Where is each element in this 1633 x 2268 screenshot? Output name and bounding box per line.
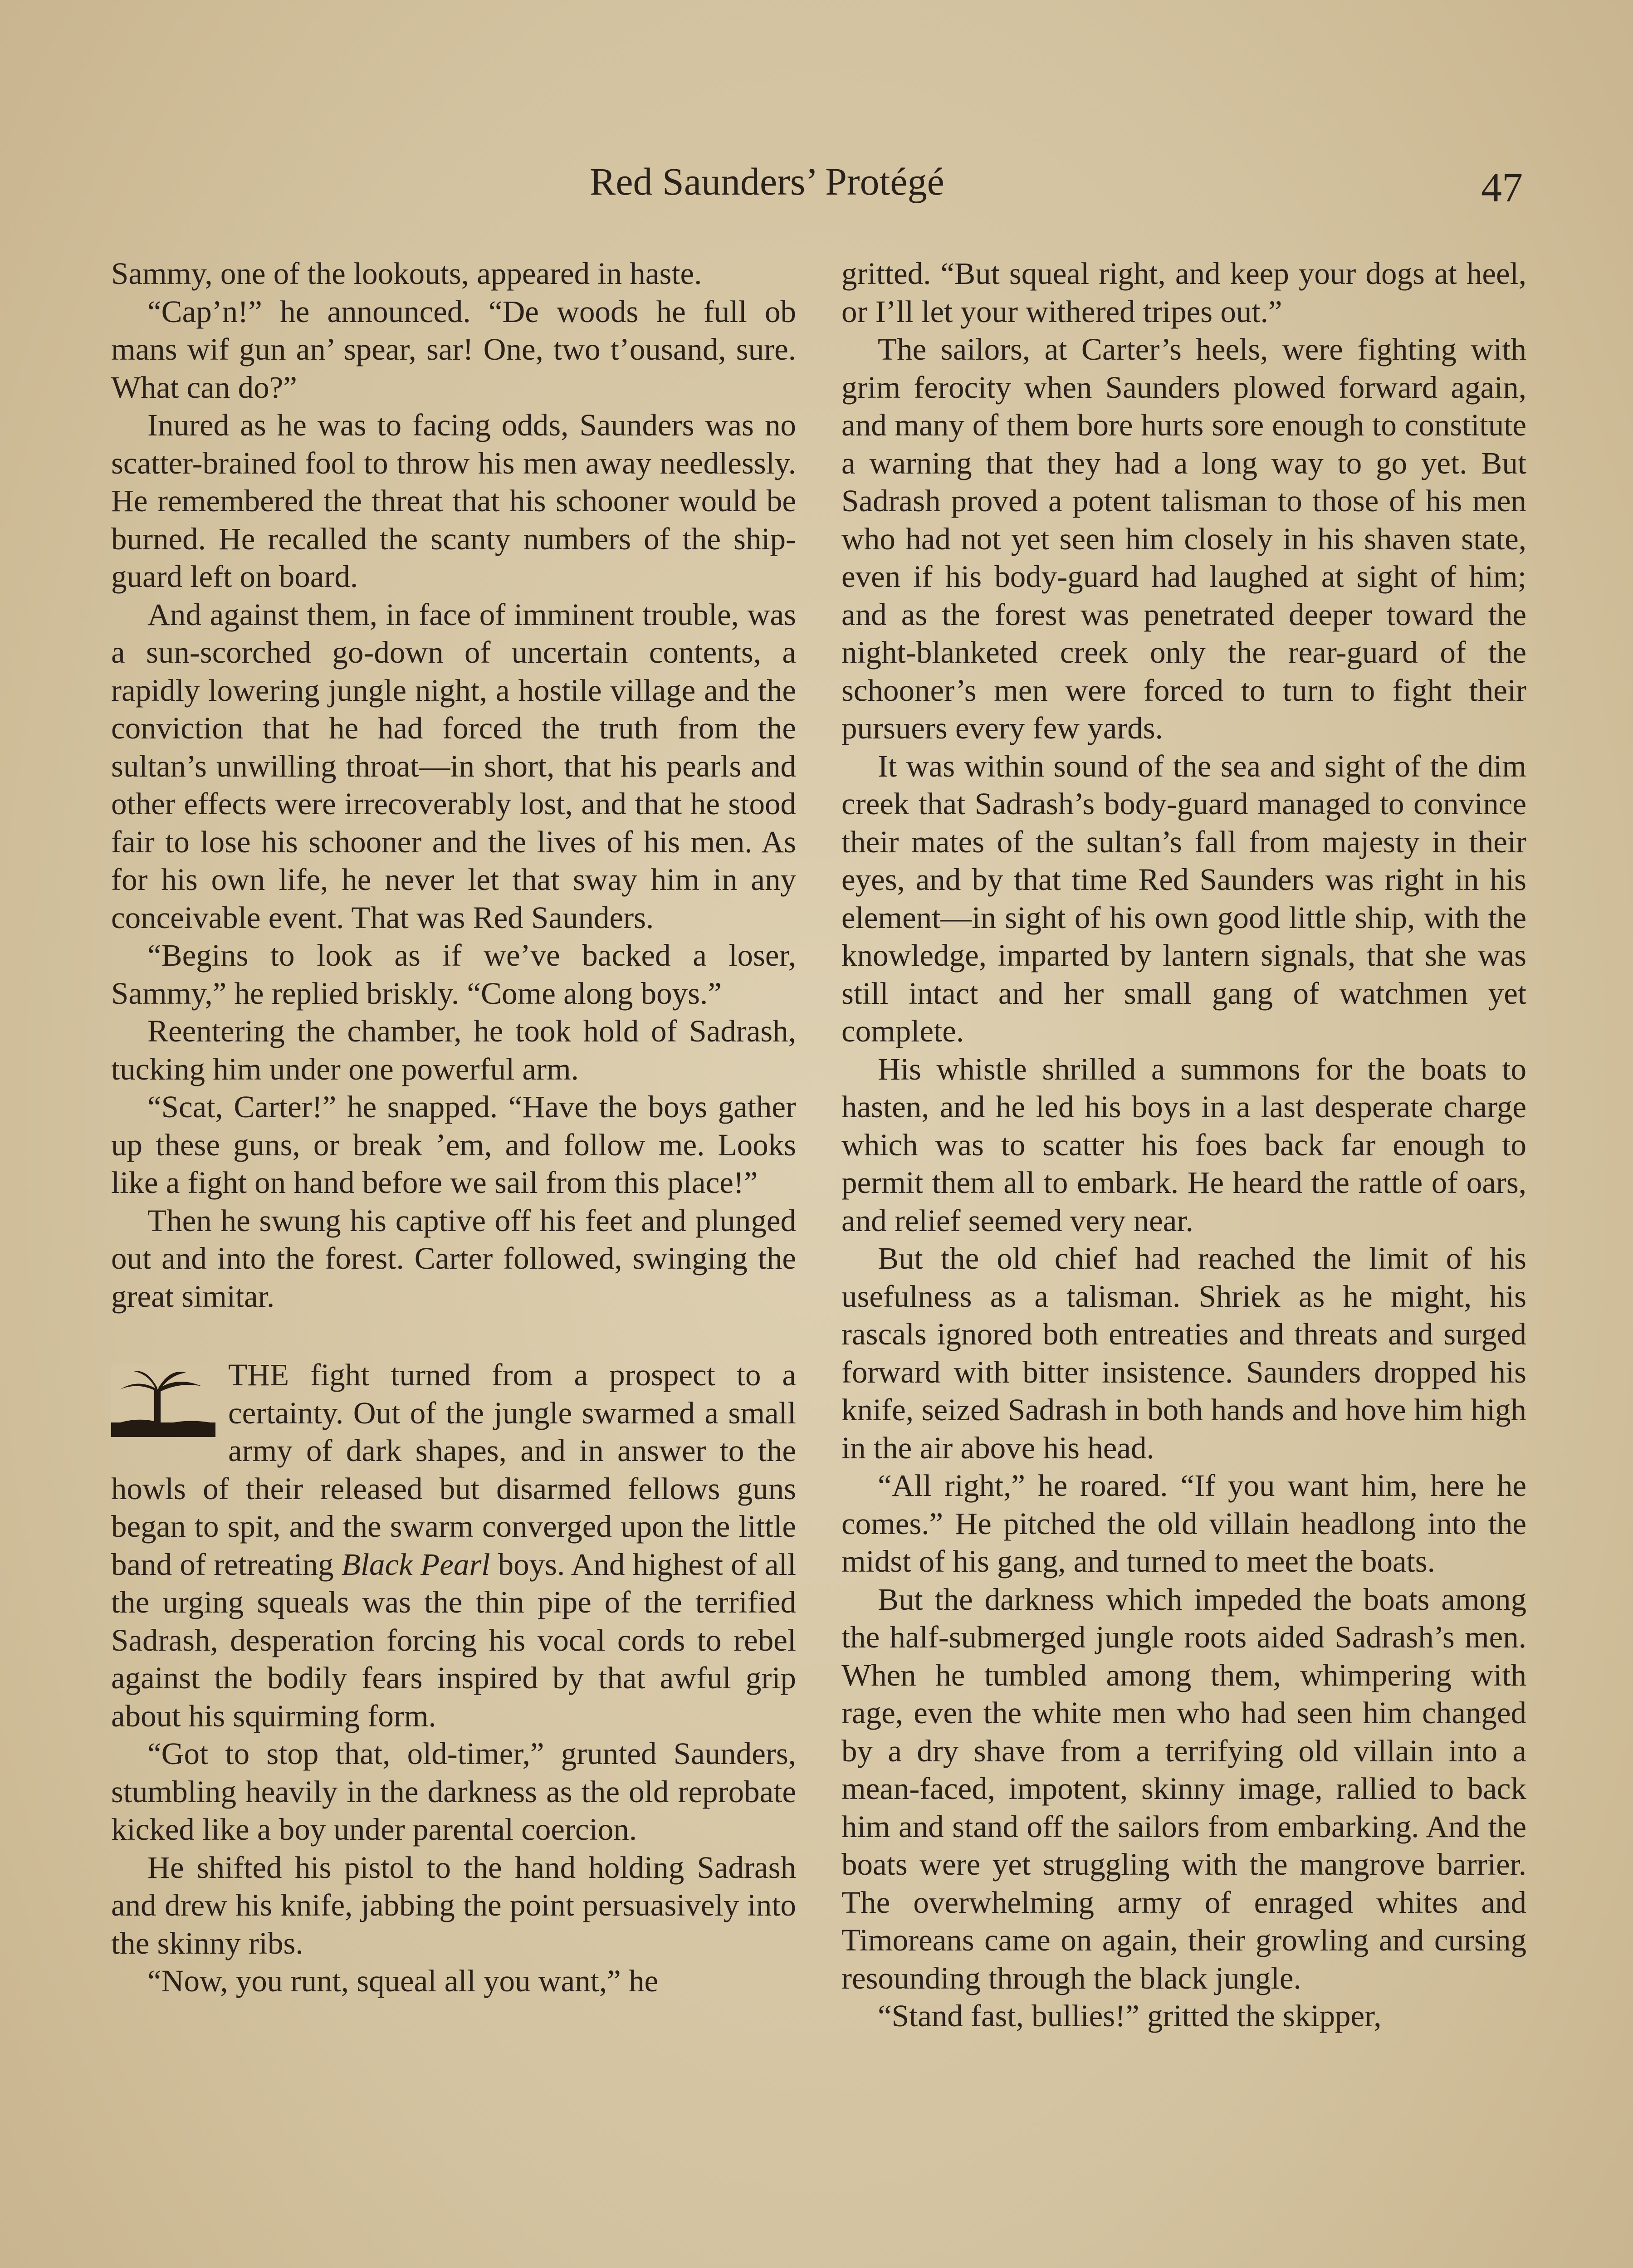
- paragraph: “All right,” he roared. “If you want him, here he comes.” He pitched the old villain headlong into the midst of his gang, and turned to meet the boats.: [841, 1468, 1526, 1579]
- right-column: [841, 255, 1526, 2035]
- palm-tree-dropcap-icon: [111, 1364, 215, 1437]
- paragraph: Reentering the chamber, he took hold of Sadrash, tucking him under one powerful arm.: [111, 1014, 796, 1086]
- left-paragraphs-after: [111, 1735, 796, 2000]
- paragraph: And against them, in face of imminent trouble, was a sun-scorched go-down of uncertain contents, a rapidly lowering jungle night, a hostile village and the conviction that he had forced the truth from the sultan’s unwilling throat—in short, that his pearls and other effects were irrecoverably lost, and that he stood fair to lose his schooner and the lives of his men. As for his own life, he never let that sway him in any conceivable event. That was Red Saunders.: [111, 597, 796, 935]
- section-paragraph: [111, 1356, 796, 1735]
- paragraph: gritted. “But squeal right, and keep your dogs at heel, or I’ll let your withered tripes out.”: [841, 256, 1526, 329]
- running-header: Red Saunders’ Protégé: [590, 160, 944, 203]
- paragraph: Then he swung his captive off his feet and plunged out and into the forest. Carter followed, swinging the great simitar.: [111, 1203, 796, 1314]
- right-paragraphs: [841, 255, 1526, 2035]
- paragraph: The sailors, at Carter’s heels, were fighting with grim ferocity when Saunders plowed forward again, and many of them bore hurts sore enough to constitute a warning that they had a long way to go yet. But Sadrash proved a potent talisman to those of his men who had not yet seen him closely in his shaven state, even if his body-guard had laughed at sight of him; and as the forest was penetrated deeper toward the night-blanketed creek only the rear-guard of the schooner’s men were forced to turn to fight their pursuers every few yards.: [841, 332, 1526, 745]
- paragraph: “Got to stop that, old-timer,” grunted Saunders, stumbling heavily in the darkness as the old reprobate kicked like a boy under parental coercion.: [111, 1736, 796, 1847]
- page-number: 47: [1481, 164, 1523, 210]
- paragraph: “Begins to look as if we’ve backed a loser, Sammy,” he replied briskly. “Come along boys.”: [111, 938, 796, 1011]
- paragraph: But the darkness which impeded the boats among the half-submerged jungle roots aided Sadrash’s men. When he tumbled among them, whimpering with rage, even the white men who had seen him changed by a dry shave from a terrifying old villain into a mean-faced, impotent, skinny image, rallied to back him and stand off the sailors from embarking. And the boats were yet struggling with the mangrove barrier. The overwhelming army of enraged whites and Timoreans came on again, their growling and cursing resounding through the black jungle.: [841, 1582, 1526, 1995]
- dropcap-word: THE: [228, 1358, 289, 1392]
- left-column: [111, 255, 796, 2000]
- paragraph: “Scat, Carter!” he snapped. “Have the boys gather up these guns, or break ’em, and follow me. Looks like a fight on hand before we sail from this place!”: [111, 1090, 796, 1200]
- paragraph: “Now, you runt, squeal all you want,” he: [147, 1964, 659, 1998]
- paragraph: It was within sound of the sea and sight of the dim creek that Sadrash’s body-guard managed to convince their mates of the sultan’s fall from majesty in their eyes, and by that time Red Saunders was right in his element—in sight of his own good little ship, with the knowledge, imparted by lantern signals, that she was still intact and her small gang of watchmen yet complete.: [841, 748, 1526, 1048]
- left-paragraphs: [111, 255, 796, 1315]
- paragraph: “Cap’n!” he announced. “De woods he full ob mans wif gun an’ spear, sar! One, two t’ousand, sure. What can do?”: [111, 294, 796, 405]
- paragraph: Sammy, one of the lookouts, appeared in haste.: [111, 256, 702, 291]
- section-text-1: fight turned from a prospect to a certainty. Out of the jungle swarmed a small army of dark shapes, and in answer to the howls of their released but disarmed fellows guns began to spit, and the swarm converged upon the little band of retreating: [111, 1358, 796, 1582]
- paragraph: He shifted his pistol to the hand holding Sadrash and drew his knife, jabbing the point persuasively into the skinny ribs.: [111, 1850, 796, 1960]
- paragraph: His whistle shrilled a summons for the boats to hasten, and he led his boys in a last desperate charge which was to scatter his foes back far enough to permit them all to embark. He heard the rattle of oars, and relief seemed very near.: [841, 1051, 1526, 1238]
- paragraph: But the old chief had reached the limit of his usefulness as a talisman. Shriek as he might, his rascals ignored both entreaties and threats and surged forward with bitter insistence. Saunders dropped his knife, seized Sadrash in both hands and hove him high in the air above his head.: [841, 1241, 1526, 1465]
- paragraph: Inured as he was to facing odds, Saunders was no scatter-brained fool to throw his men away needlessly. He remembered the threat that his schooner would be burned. He recalled the scanty numbers of the ship-guard left on board.: [111, 408, 796, 594]
- section-text-2: boys. And highest of all the urging squeals was the thin pipe of the terrified Sadrash, desperation forcing his vocal cords to rebel against the bodily fears inspired by that awful grip about his squirming form.: [111, 1547, 796, 1733]
- ship-name-italic: Black Pearl: [341, 1547, 490, 1582]
- paragraph: “Stand fast, bullies!” gritted the skipper,: [878, 1999, 1382, 2033]
